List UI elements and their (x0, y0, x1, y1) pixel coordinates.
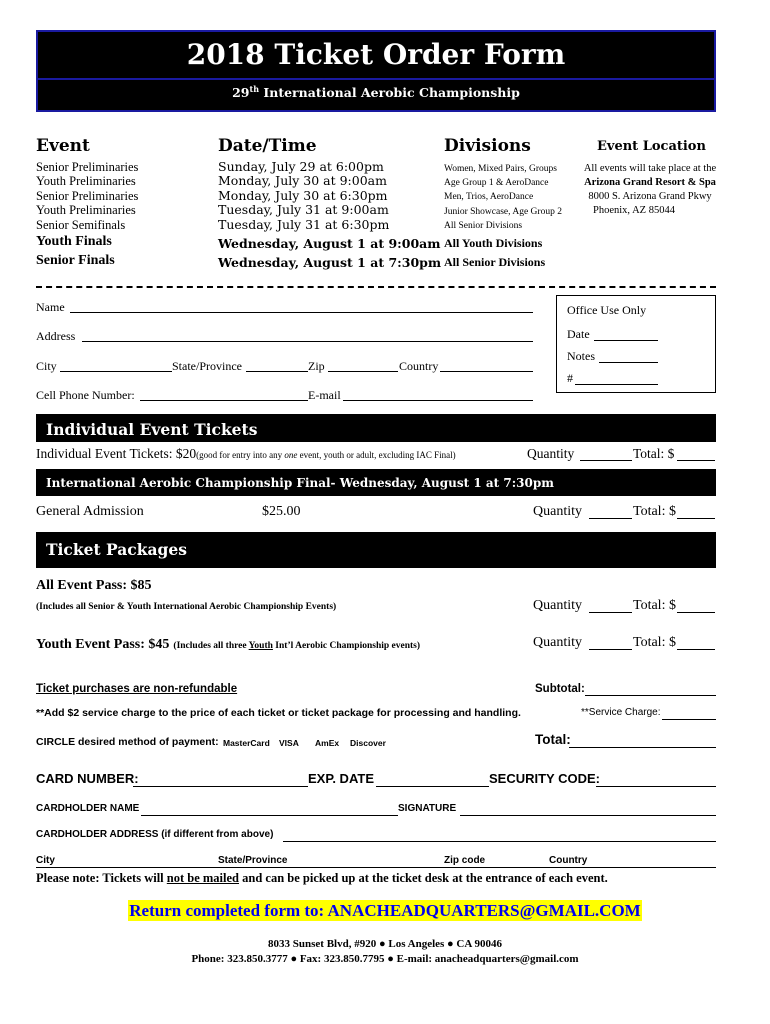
packages-section-bar (36, 532, 716, 568)
country-label: Country (399, 359, 439, 373)
office-number-field[interactable] (575, 384, 658, 385)
office-date-field[interactable] (594, 340, 658, 341)
cardholder-name-field[interactable] (141, 815, 398, 816)
all-event-pass-note: (Includes all Senior & Youth International Aerobic Championship Events) (36, 602, 337, 612)
youth-note-underlined: Youth (248, 641, 273, 651)
security-code-label: SECURITY CODE: (489, 771, 600, 786)
individual-total-field[interactable] (677, 460, 715, 461)
datetime-row-3: Monday, July 30 at 6:30pm (218, 188, 388, 203)
footer-address: 8033 Sunset Blvd, #920 ● Los Angeles ● CA 90046 (268, 938, 502, 950)
city-label: City (36, 359, 57, 373)
event-row-6: Youth Finals (36, 234, 112, 249)
card-number-field[interactable] (133, 786, 308, 787)
title-banner (36, 30, 716, 112)
payment-mastercard[interactable]: MasterCard (223, 738, 270, 748)
form-subtitle (38, 84, 714, 100)
cardholder-address-label: CARDHOLDER ADDRESS (if different from above) (36, 829, 274, 840)
event-row-5: Senior Semifinals (36, 218, 126, 232)
cardholder-zip-label: Zip code (444, 855, 486, 866)
exp-date-field[interactable] (376, 786, 489, 787)
all-quantity-field[interactable] (589, 612, 632, 613)
individual-quantity-field[interactable] (580, 460, 632, 461)
exp-date-label: EXP. DATE (308, 771, 374, 786)
individual-total-label: Total: $ (633, 446, 675, 461)
col-header-datetime: Date/Time (218, 136, 317, 156)
event-row-3: Senior Preliminaries (36, 189, 139, 203)
individual-ticket-label: Individual Event Tickets: $20 (36, 446, 197, 461)
cardholder-country-label: Country (549, 855, 588, 866)
form-title: 2018 Ticket Order Form (186, 38, 566, 71)
email-label: E-mail (308, 388, 341, 402)
office-title: Office Use Only (567, 303, 647, 317)
state-field[interactable] (246, 371, 308, 372)
division-row-5: All Senior Divisions (444, 221, 523, 231)
signature-label: SIGNATURE (398, 803, 457, 814)
youth-note-post: Int’l Aerobic Championship events) (272, 641, 421, 651)
signature-field[interactable] (460, 815, 716, 816)
card-number-label: CARD NUMBER: (36, 771, 139, 786)
subtitle-sup: th (249, 84, 260, 94)
pickup-note-underlined: not be mailed (166, 871, 240, 885)
banner-divider (38, 78, 714, 80)
youth-quantity-label: Quantity (533, 635, 582, 650)
youth-total-label: Total: $ (633, 635, 676, 650)
subtotal-field[interactable] (585, 695, 716, 696)
division-row-6: All Youth Divisions (444, 236, 543, 250)
datetime-row-7: Wednesday, August 1 at 7:30pm (218, 255, 442, 270)
youth-total-field[interactable] (677, 649, 715, 650)
location-line-2: Arizona Grand Resort & Spa (584, 177, 716, 188)
payment-discover[interactable]: Discover (350, 738, 386, 748)
division-row-7: All Senior Divisions (444, 255, 546, 269)
event-row-2: Youth Preliminaries (36, 174, 136, 188)
youth-pass-title: Youth Event Pass: $45 (36, 637, 170, 652)
city-field[interactable] (60, 371, 172, 372)
cardholder-state-label: State/Province (218, 855, 288, 866)
individual-quantity-label: Quantity (527, 446, 575, 461)
datetime-row-1: Sunday, July 29 at 6:00pm (218, 159, 384, 174)
youth-quantity-field[interactable] (589, 649, 632, 650)
office-use-box (556, 295, 716, 393)
email-field[interactable] (343, 400, 533, 401)
packages-section-title: Ticket Packages (46, 540, 187, 559)
state-label: State/Province (172, 359, 242, 373)
cardholder-address-field[interactable] (283, 841, 716, 842)
payment-method-label: CIRCLE desired method of payment: (36, 736, 219, 748)
pickup-note (36, 871, 608, 886)
cut-line (36, 286, 716, 288)
security-code-field[interactable] (596, 786, 716, 787)
office-notes-field[interactable] (599, 362, 658, 363)
service-charge-field[interactable] (662, 719, 716, 720)
note-post: event, youth or adult, excluding IAC Final) (297, 450, 456, 460)
youth-event-pass (36, 635, 420, 653)
footer-contact: Phone: 323.850.3777 ● Fax: 323.850.7795 ● E-mail: anacheadquarters@gmail.com (191, 953, 579, 965)
general-admission-price: $25.00 (262, 504, 301, 519)
all-event-pass-title: All Event Pass: $85 (36, 578, 152, 593)
payment-amex[interactable]: AmEx (315, 738, 340, 748)
col-header-divisions: Divisions (444, 136, 531, 156)
general-admission-label: General Admission (36, 504, 144, 519)
zip-label: Zip (308, 359, 325, 373)
division-row-4: Junior Showcase, Age Group 2 (444, 207, 562, 217)
individual-ticket-note (196, 450, 455, 460)
col-header-event: Event (36, 136, 90, 156)
individual-section-bar (36, 414, 716, 442)
return-instruction-wrap (0, 901, 770, 921)
individual-section-title: Individual Event Tickets (46, 420, 258, 439)
final-section-bar (36, 469, 716, 496)
pickup-note-pre: Please note: Tickets will (36, 871, 167, 885)
division-row-2: Age Group 1 & AeroDance (444, 178, 549, 188)
cardholder-name-label: CARDHOLDER NAME (36, 803, 140, 814)
final-total-label: Total: $ (633, 504, 676, 519)
address-label: Address (36, 329, 76, 343)
event-row-1: Senior Preliminaries (36, 160, 139, 174)
payment-visa[interactable]: VISA (279, 738, 299, 748)
return-instruction[interactable]: Return completed form to: ANACHEADQUARTERS@GMAIL.COM (129, 901, 641, 920)
datetime-row-5: Tuesday, July 31 at 6:30pm (218, 217, 390, 232)
cell-label: Cell Phone Number: (36, 388, 135, 402)
all-total-label: Total: $ (633, 598, 676, 613)
division-row-1: Women, Mixed Pairs, Groups (444, 164, 557, 174)
note-em: one (284, 450, 298, 460)
datetime-row-4: Tuesday, July 31 at 9:00am (218, 202, 389, 217)
name-label: Name (36, 300, 65, 314)
service-charge-label: **Service Charge: (581, 707, 661, 718)
pickup-note-post: and can be picked up at the ticket desk at the entrance of each event. (239, 871, 608, 885)
zip-field[interactable] (328, 371, 398, 372)
division-row-3: Men, Trios, AeroDance (444, 192, 534, 202)
country-field[interactable] (440, 371, 533, 372)
event-row-4: Youth Preliminaries (36, 203, 136, 217)
office-number-label: # (567, 371, 573, 385)
individual-ticket-line (36, 446, 456, 462)
youth-pass-note (173, 641, 420, 651)
office-date-label: Date (567, 327, 590, 341)
office-notes-label: Notes (567, 349, 595, 363)
cardholder-city-label: City (36, 855, 55, 866)
cell-field[interactable] (140, 400, 308, 401)
service-charge-note: **Add $2 service charge to the price of each ticket or ticket package for processing and handling. (36, 707, 521, 719)
subtotal-label: Subtotal: (535, 683, 585, 695)
cardholder-city-line[interactable] (36, 867, 716, 868)
name-field[interactable] (70, 312, 533, 313)
datetime-row-2: Monday, July 30 at 9:00am (218, 173, 387, 188)
subtitle-ordinal: 29 (232, 85, 250, 101)
final-section-title: International Aerobic Championship Final- Wednesday, August 1 at 7:30pm (46, 476, 554, 490)
location-line-4: Phoenix, AZ 85044 (593, 205, 675, 216)
datetime-row-6: Wednesday, August 1 at 9:00am (218, 236, 441, 251)
note-pre: (good for entry into any (196, 450, 285, 460)
non-refundable-notice: Ticket purchases are non-refundable (36, 683, 238, 695)
col-header-location: Event Location (597, 139, 706, 154)
youth-note-pre: (Includes all three (173, 641, 249, 651)
total-label: Total: (535, 732, 571, 747)
final-quantity-field[interactable] (589, 518, 632, 519)
all-total-field[interactable] (677, 612, 715, 613)
location-line-1: All events will take place at the (583, 163, 717, 174)
event-row-7: Senior Finals (36, 253, 115, 268)
subtitle-text: International Aerobic Championship (259, 85, 520, 101)
location-line-3: 8000 S. Arizona Grand Pkwy (588, 191, 712, 202)
final-quantity-label: Quantity (533, 504, 582, 519)
all-quantity-label: Quantity (533, 598, 582, 613)
final-total-field[interactable] (677, 518, 715, 519)
total-field[interactable] (569, 747, 716, 748)
address-field[interactable] (82, 341, 533, 342)
